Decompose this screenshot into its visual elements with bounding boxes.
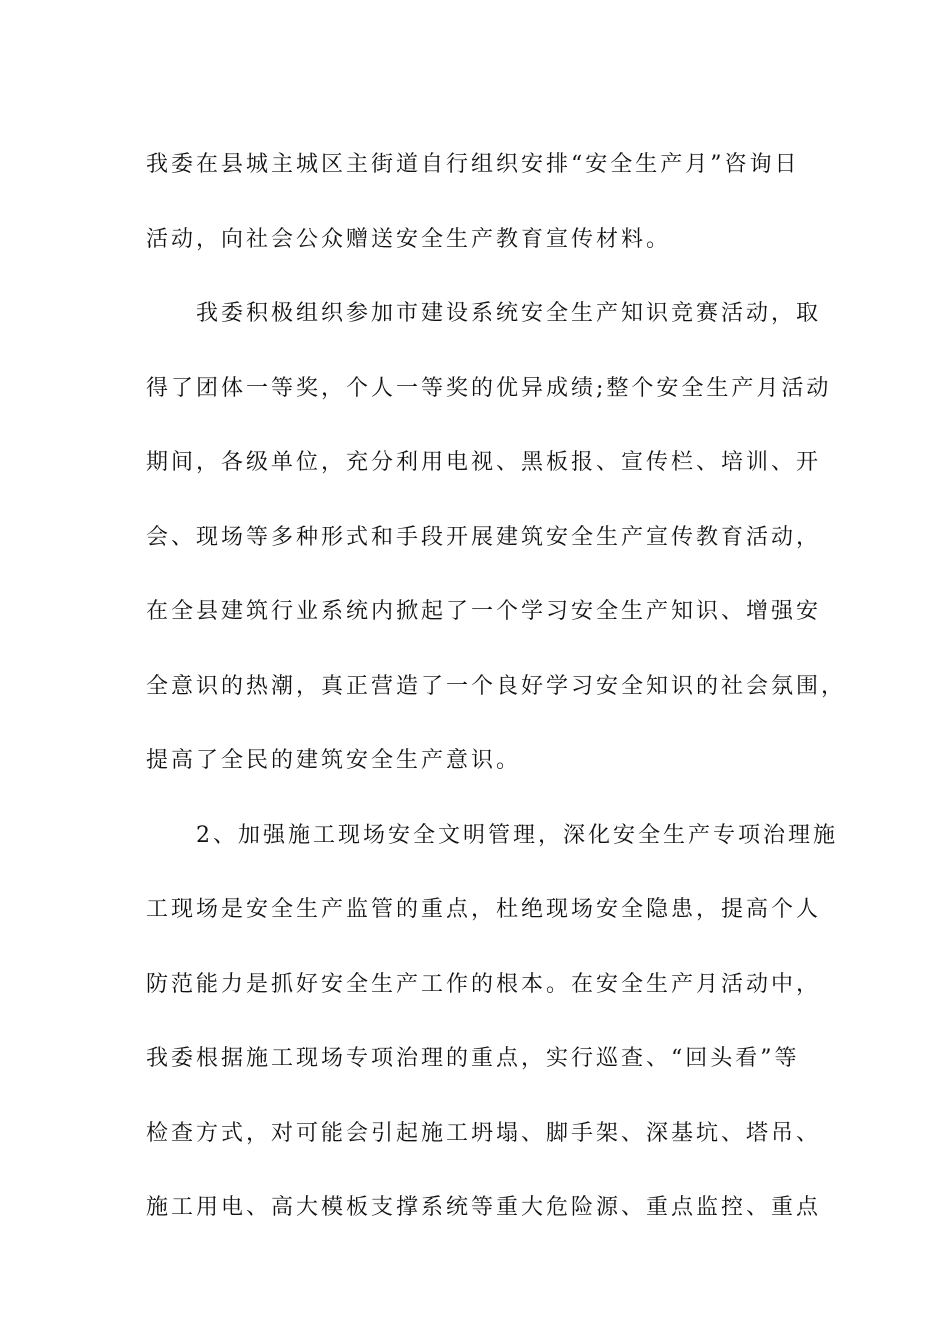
document-body xyxy=(146,128,847,1246)
text-line: 期间，各级单位，充分利用电视、黑板报、宣传栏、培训、开 xyxy=(146,450,822,475)
text-line: 得了团体一等奖，个人一等奖的优异成绩;整个安全生产月活动 xyxy=(146,375,832,401)
text-line: 会、现场等多种形式和手段开展建筑安全生产宣传教育活动， xyxy=(146,524,822,550)
text-line: 施工用电、高大模板支撑系统等重大危险源、重点监控、重点 xyxy=(146,1195,822,1220)
text-line: 提高了全民的建筑安全生产意识。 xyxy=(146,748,522,773)
text-line-paragraph-start: 我委积极组织参加市建设系统安全生产知识竞赛活动，取 xyxy=(196,301,822,326)
text-line-paragraph-start: 2、加强施工现场安全文明管理，深化安全生产专项治理施 xyxy=(196,822,838,848)
text-line: 防范能力是抓好安全生产工作的根本。在安全生产月活动中， xyxy=(146,971,822,997)
text-line: 工现场是安全生产监管的重点，杜绝现场安全隐患，提高个人 xyxy=(146,897,822,922)
text-line: 在全县建筑行业系统内掀起了一个学习安全生产知识、增强安 xyxy=(146,599,822,624)
text-line: 全意识的热潮，真正营造了一个良好学习安全知识的社会氛围， xyxy=(146,673,847,699)
text-line: 我委根据施工现场专项治理的重点，实行巡查、“回头看”等 xyxy=(146,1046,800,1071)
text-line: 我委在县城主城区主街道自行组织安排“安全生产月”咨询日 xyxy=(146,152,800,177)
text-line: 活动，向社会公众赠送安全生产教育宣传材料。 xyxy=(146,226,672,252)
text-line: 检查方式，对可能会引起施工坍塌、脚手架、深基坑、塔吊、 xyxy=(146,1120,822,1146)
